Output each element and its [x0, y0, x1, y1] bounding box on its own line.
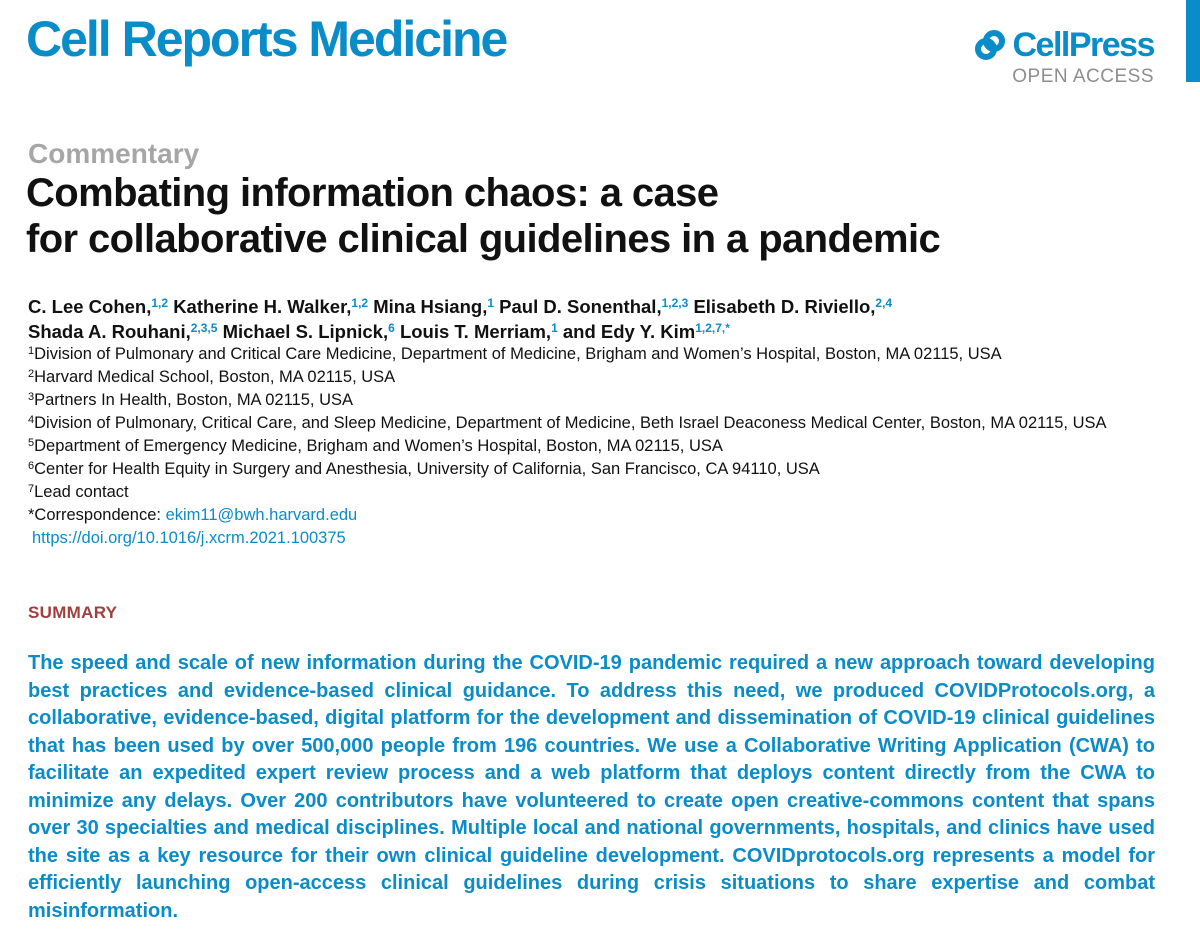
correspondence-email-link[interactable]: ekim11@bwh.harvard.edu [165, 506, 358, 524]
affiliation-text: Harvard Medical School, Boston, MA 02115, USA [34, 368, 396, 386]
author-name: Paul D. Sonenthal, [499, 296, 662, 317]
author-affiliation-ref[interactable]: 6 [388, 321, 395, 335]
cellpress-logo-icon [973, 28, 1007, 62]
author-affiliation-ref[interactable]: 2,4 [875, 296, 893, 310]
author [400, 321, 558, 342]
author-affiliation-ref[interactable]: 1 [551, 321, 558, 335]
affiliation-number: 3 [28, 391, 35, 403]
author-affiliation-ref[interactable]: 2,3,5 [190, 321, 218, 335]
author-name: Michael S. Lipnick, [222, 321, 389, 342]
author [563, 321, 730, 342]
author [223, 321, 395, 342]
author [693, 296, 892, 317]
article-title-line: for collaborative clinical guidelines in a pandemic [26, 217, 941, 261]
affiliation-number: 6 [28, 460, 35, 472]
author [499, 296, 688, 317]
affiliation-text: Center for Health Equity in Surgery and Anesthesia, University of California, San Francisco, CA 94110, USA [34, 460, 820, 478]
affiliation-list [28, 343, 1168, 550]
affiliation [28, 458, 1168, 481]
publisher-brand [973, 26, 1155, 88]
affiliation [28, 435, 1168, 458]
author-line [28, 294, 1178, 319]
article-title-line: Combating information chaos: a case [26, 171, 719, 215]
author-line [28, 319, 1178, 344]
affiliation-text: Department of Emergency Medicine, Brigham and Women’s Hospital, Boston, MA 02115, USA [34, 437, 723, 455]
summary-heading: SUMMARY [28, 603, 118, 622]
affiliation [28, 412, 1168, 435]
author-affiliation-ref[interactable]: 1,2,3 [661, 296, 689, 310]
publisher-logo-row [973, 26, 1155, 64]
side-tab [1186, 0, 1200, 82]
correspondence-label: *Correspondence: [28, 506, 161, 524]
affiliation-text: Partners In Health, Boston, MA 02115, USA [34, 391, 353, 409]
author-affiliation-ref[interactable]: 1,2,7,* [695, 321, 730, 335]
affiliation [28, 366, 1168, 389]
open-access-label: OPEN ACCESS [1012, 66, 1154, 87]
affiliation-number: 2 [28, 368, 35, 380]
affiliation-text: Division of Pulmonary, Critical Care, and Sleep Medicine, Department of Medicine, Beth Israel Deaconess Medical Center, Boston, MA 02115, USA [34, 414, 1107, 432]
author-name: Shada A. Rouhani, [28, 321, 191, 342]
journal-title: Cell Reports Medicine [26, 11, 507, 67]
doi-link[interactable]: https://doi.org/10.1016/j.xcrm.2021.100375 [32, 529, 346, 547]
publisher-name: CellPress [1012, 26, 1154, 64]
article-type: Commentary [28, 138, 200, 169]
summary-text: The speed and scale of new information during the COVID-19 pandemic required a new approach toward developing best practices and evidence-based clinical guidance. To address this need, we produced COVIDProtocols.org, a collaborative, evidence-based, digital platform for the development and dissemination of COVID-19 clinical guidelines that has been used by over 500,000 people from 196 countries. We use a Collaborative Writing Application (CWA) to facilitate an expedited expert review process and a web platform that deploys content directly from the CWA to minimize any delays. Over 200 contributors have volunteered to create open creative-commons content that spans over 30 specialties and medical disciplines. Multiple local and national governments, hospitals, and clinics have used the site as a key resource for their own clinical guideline development. COVIDprotocols.org represents a model for efficiently launching open-access clinical guidelines during crisis situations to share expertise and combat misinformation. [28, 652, 1155, 922]
author-affiliation-ref[interactable]: 1 [487, 296, 495, 310]
affiliation-number: 1 [28, 345, 35, 357]
author-name: Elisabeth D. Riviello, [693, 296, 876, 317]
affiliation [28, 343, 1168, 366]
author-name: and Edy Y. Kim [562, 321, 696, 342]
affiliation-text: Division of Pulmonary and Critical Care Medicine, Department of Medicine, Brigham and Women’s Hospital, Boston, MA 02115, USA [34, 345, 1002, 363]
author-name: C. Lee Cohen, [28, 296, 152, 317]
affiliation-number: 4 [28, 414, 35, 426]
affiliation-number: 7 [28, 483, 35, 495]
correspondence [28, 504, 1168, 527]
author [28, 321, 217, 342]
author-name: Katherine H. Walker, [173, 296, 352, 317]
author-affiliation-ref[interactable]: 1,2 [351, 296, 369, 310]
affiliation [28, 481, 1168, 504]
affiliation-number: 5 [28, 437, 35, 449]
author [373, 296, 494, 317]
author-list [28, 294, 1178, 344]
author [173, 296, 368, 317]
author-name: Mina Hsiang, [373, 296, 488, 317]
author [28, 296, 168, 317]
affiliation [28, 389, 1168, 412]
author-affiliation-ref[interactable]: 1,2 [151, 296, 169, 310]
article-title [26, 170, 1126, 262]
affiliation-text: Lead contact [34, 483, 129, 501]
author-name: Louis T. Merriam, [399, 321, 552, 342]
